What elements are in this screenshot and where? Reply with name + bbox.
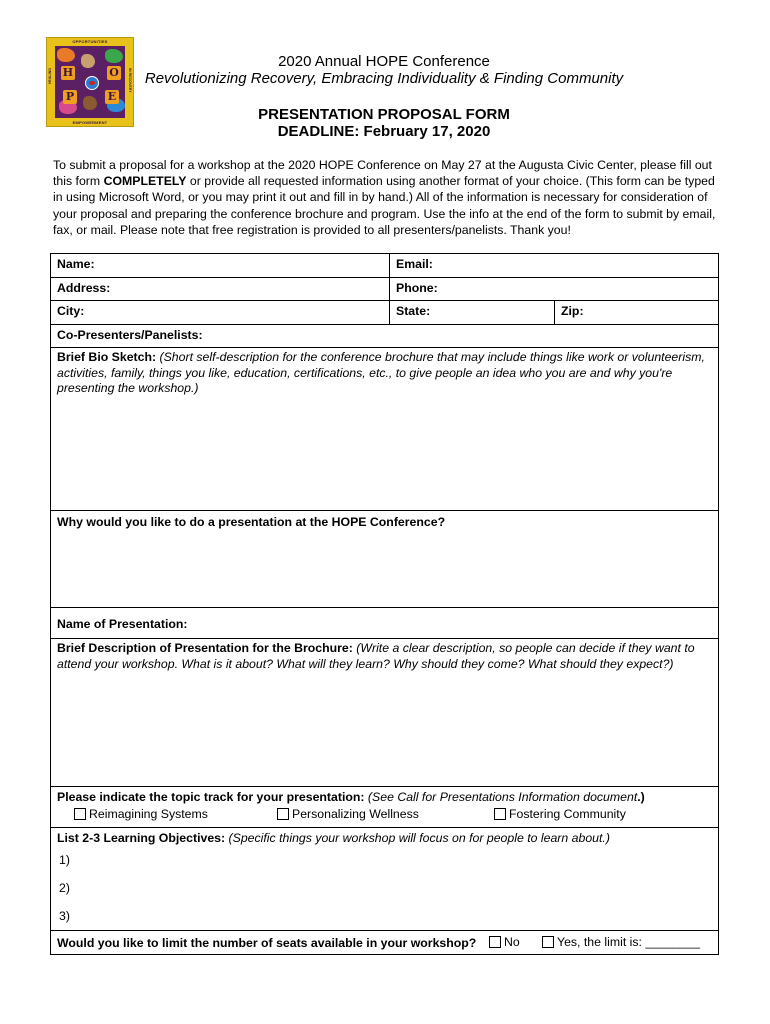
zip-field[interactable] — [554, 300, 719, 325]
deadline: DEADLINE: February 17, 2020 — [277, 123, 491, 140]
description-label: Brief Description of Presentation for the Brochure: — [57, 641, 353, 655]
copresenters-field[interactable] — [50, 324, 719, 348]
logo-bottom-text: EMPOWERMENT — [72, 120, 108, 125]
name-label: Name: — [57, 257, 95, 271]
track-hint-end: .) — [637, 790, 645, 804]
logo-field — [55, 46, 125, 118]
track-label: Please indicate the topic track for your presentation: — [57, 790, 365, 804]
checkbox-icon[interactable] — [489, 936, 501, 948]
bio-hint: (Short self-description for the conference brochure that may include things like work or volunteerism, activities, family, things you like, education, certifications, etc., to give people an idea who you are and why you're presenting the workshop.) — [57, 350, 705, 396]
logo-right-text: IN RECOVERY — [128, 68, 132, 93]
objective-2: 2) — [59, 881, 70, 895]
city-label: City: — [57, 304, 85, 318]
objectives-label: List 2-3 Learning Objectives: — [57, 831, 226, 845]
bio-label: Brief Bio Sketch: — [57, 350, 157, 364]
address-field[interactable] — [50, 277, 390, 301]
track-option-fostering[interactable] — [494, 807, 626, 821]
seats-option-yes[interactable] — [542, 935, 700, 949]
objective-3: 3) — [59, 909, 70, 923]
copresenters-label: Co-Presenters/Panelists: — [57, 328, 203, 342]
objectives-hint: (Specific things your workshop will focus on for people to learn about.) — [225, 831, 610, 845]
seats-option-no[interactable] — [489, 935, 520, 949]
name-field[interactable] — [50, 253, 390, 278]
presentation-name-field[interactable] — [50, 607, 719, 639]
address-label: Address: — [57, 281, 111, 295]
track-option-label: Personalizing Wellness — [292, 807, 419, 821]
logo-left-text: HEALING — [48, 68, 52, 85]
globe-icon — [85, 76, 99, 90]
description-hint: (Write a clear description, so people can decide if they want to attend your workshop. What is it about? What will they learn? Why should they come? What should they expect?) — [57, 641, 695, 671]
hope-logo — [46, 37, 134, 127]
track-option-reimagining[interactable] — [74, 807, 208, 821]
logo-letter-e: E — [105, 90, 119, 104]
state-field[interactable] — [389, 300, 555, 325]
track-option-label: Fostering Community — [509, 807, 626, 821]
checkbox-icon[interactable] — [74, 808, 86, 820]
bio-field[interactable] — [50, 347, 719, 511]
phone-field[interactable] — [389, 277, 719, 301]
description-field[interactable] — [50, 638, 719, 787]
intro-text-continued: or provide all requested information using another format of your choice. (This form can be typed in using Microsoft Word, or you may print it out and fill in by hand.) All of the information is necessary for consideration of your proposal and preparing the conference brochure and program. Use the info at the end of the form to submit by email, fax, or mail. Please note that free registration is provided to all presenters/panelists. Thank you! — [53, 174, 716, 237]
seats-label: Would you like to limit the number of seats available in your workshop? — [57, 936, 477, 950]
logo-letter-o: O — [107, 66, 121, 80]
form-title: PRESENTATION PROPOSAL FORM — [258, 106, 510, 123]
presentation-name-label: Name of Presentation: — [57, 617, 188, 631]
track-option-personalizing[interactable] — [277, 807, 419, 821]
hand-icon — [105, 49, 123, 63]
conference-title: 2020 Annual HOPE Conference — [278, 53, 490, 70]
hand-icon — [81, 54, 95, 68]
seats-yes-label: Yes, the limit is: ________ — [557, 935, 701, 949]
conference-subtitle: Revolutionizing Recovery, Embracing Individuality & Finding Community — [144, 70, 624, 87]
logo-letter-h: H — [62, 66, 74, 79]
intro-emphasis: COMPLETELY — [103, 174, 187, 189]
objectives-field[interactable] — [50, 827, 719, 931]
email-field[interactable] — [389, 253, 719, 278]
objective-1: 1) — [59, 853, 70, 867]
city-field[interactable] — [50, 300, 390, 325]
seats-no-label: No — [504, 935, 520, 949]
email-label: Email: — [396, 257, 433, 271]
zip-label: Zip: — [561, 304, 584, 318]
checkbox-icon[interactable] — [494, 808, 506, 820]
why-field[interactable] — [50, 510, 719, 608]
checkbox-icon[interactable] — [277, 808, 289, 820]
hand-icon — [83, 96, 97, 110]
track-option-label: Reimagining Systems — [89, 807, 208, 821]
intro-paragraph — [53, 157, 723, 238]
phone-label: Phone: — [396, 281, 438, 295]
intro-text: To submit a proposal for a workshop at the 2020 HOPE Conference on May 27 at the Augusta Civic Center, please fill out this form — [53, 158, 712, 189]
hand-icon — [57, 48, 75, 62]
logo-top-text: OPPORTUNITIES — [72, 39, 108, 44]
why-label: Why would you like to do a presentation at the HOPE Conference? — [57, 515, 446, 529]
checkbox-icon[interactable] — [542, 936, 554, 948]
logo-letter-p: P — [63, 90, 77, 104]
state-label: State: — [396, 304, 431, 318]
track-hint: (See Call for Presentations Information document — [364, 790, 638, 804]
